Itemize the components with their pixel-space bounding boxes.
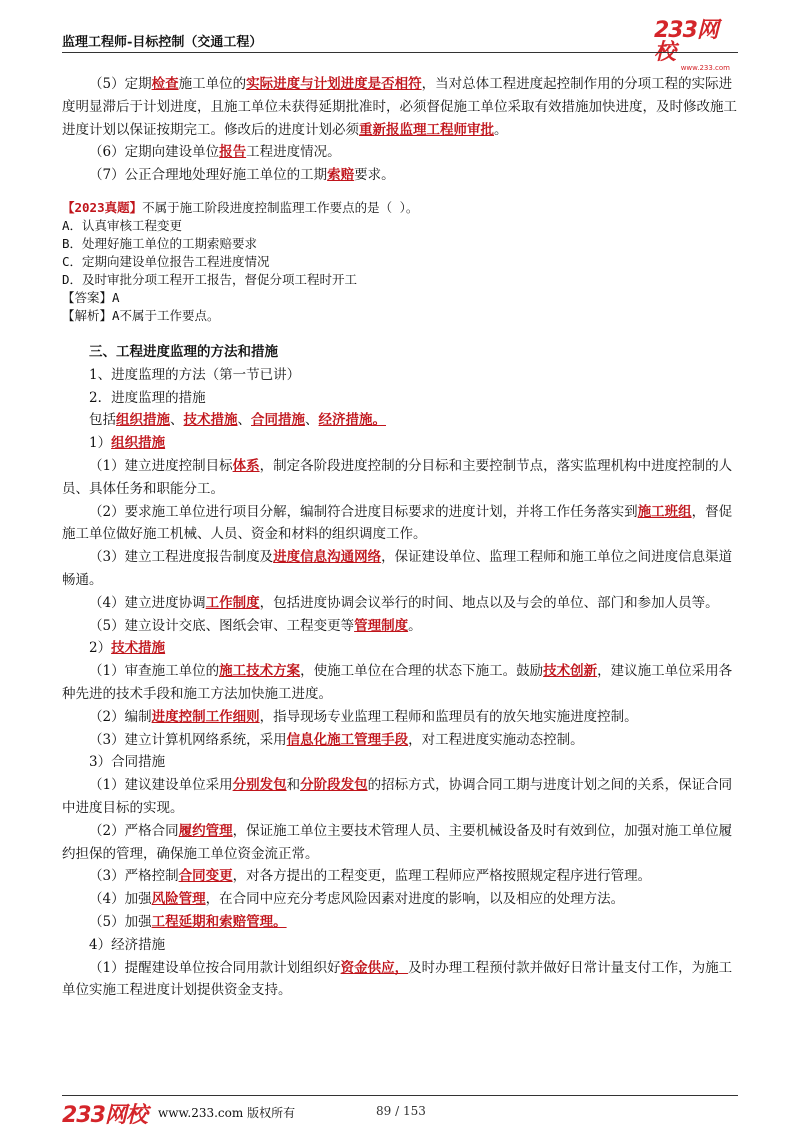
contract-measures-title: 3）合同措施 bbox=[89, 754, 166, 771]
exam-question bbox=[62, 199, 740, 325]
org-item-5: （5）建立设计交底、图纸会审、工程变更等管理制度。 bbox=[89, 617, 422, 634]
org-item-1: （1）建立进度控制目标体系，制定各阶段进度控制的分目标和主要控制节点，落实监理机构中进度控制的人员、具体任务和职能分工。 bbox=[62, 457, 733, 497]
tech-item-1: （1）审查施工单位的施工技术方案，使施工单位在合理的状态下施工。鼓励技术创新，建议施工单位采用各种先进的技术手段和施工方法加快施工进度。 bbox=[62, 663, 733, 702]
question-option: A．认真审核工程变更 bbox=[62, 217, 183, 233]
page-number: 89 / 153 bbox=[376, 1104, 426, 1118]
para-6: （6）定期向建设单位报告工程进度情况。 bbox=[89, 144, 341, 161]
contract-item-3: （3）严格控制合同变更，对各方提出的工程变更，监理工程师应严格按照规定程序进行管理。 bbox=[89, 868, 652, 885]
measures-summary: 包括组织措施、技术措施、合同措施、经济措施。 bbox=[89, 412, 386, 429]
question-stem: 【2023真题】不属于施工阶段进度控制监理工作要点的是（ ）。 bbox=[62, 199, 419, 215]
question-option: D．及时审批分项工程开工报告，督促分项工程时开工 bbox=[62, 271, 358, 287]
question-analysis: 【解析】A不属于工作要点。 bbox=[62, 307, 220, 323]
tech-item-3: （3）建立计算机网络系统，采用信息化施工管理手段，对工程进度实施动态控制。 bbox=[89, 731, 584, 748]
question-answer: 【答案】A bbox=[62, 289, 120, 305]
economic-measures-title: 4）经济措施 bbox=[89, 936, 166, 953]
question-option: C．定期向建设单位报告工程进度情况 bbox=[62, 253, 270, 269]
footer-divider bbox=[62, 1095, 738, 1096]
subsection-methods: 1、进度监理的方法（第一节已讲） bbox=[89, 366, 301, 383]
contract-item-2: （2）严格合同履约管理，保证施工单位主要技术管理人员、主要机械设备及时有效到位，加强对施工单位履约担保的管理，确保施工单位资金流正常。 bbox=[62, 822, 733, 862]
tech-measures-title: 2）技术措施 bbox=[89, 640, 166, 657]
question-tag: 【2023真题】 bbox=[62, 199, 143, 215]
brand-logo[interactable] bbox=[654, 18, 734, 72]
org-item-3: （3）建立工程进度报告制度及进度信息沟通网络，保证建设单位、监理工程师和施工单位之间进度信息渠道畅通。 bbox=[62, 549, 733, 588]
contract-item-5: （5）加强工程延期和索赔管理。 bbox=[89, 913, 287, 930]
question-option: B．处理好施工单位的工期索赔要求 bbox=[62, 235, 258, 251]
header-title: 监理工程师-目标控制（交通工程） bbox=[62, 35, 263, 50]
footer-copyright: www.233.com 版权所有 bbox=[158, 1106, 296, 1120]
subsection-measures: 2．进度监理的措施 bbox=[89, 389, 206, 406]
org-measures-title: 1）组织措施 bbox=[89, 435, 166, 452]
document-body bbox=[62, 73, 740, 1002]
para-7: （7）公正合理地处理好施工单位的工期索赔要求。 bbox=[89, 167, 395, 184]
para-5: （5）定期检查施工单位的实际进度与计划进度是否相符，当对总体工程进度起控制作用的分项工程的实际进度明显滞后于计划进度，且施工单位未获得延期批准时，必须督促施工单位采取有效措施加快进度，及时修改施工进度计划以保证按期完工。修改后的进度计划必须重新报监理工程师审批。 bbox=[62, 76, 737, 138]
tech-item-2: （2）编制进度控制工作细则，指导现场专业监理工程师和监理员有的放矢地实施进度控制。 bbox=[89, 708, 638, 725]
header-divider bbox=[62, 52, 738, 53]
org-item-4: （4）建立进度协调工作制度，包括进度协调会议举行的时间、地点以及与会的单位、部门和参加人员等。 bbox=[89, 594, 719, 611]
brand-logo-url: www.233.com bbox=[680, 64, 730, 72]
contract-item-4: （4）加强风险管理，在合同中应充分考虑风险因素对进度的影响，以及相应的处理方法。 bbox=[89, 891, 625, 908]
economic-item-1: （1）提醒建设单位按合同用款计划组织好资金供应，及时办理工程预付款并做好日常计量支付工作，为施工单位实施工程进度计划提供资金支持。 bbox=[62, 959, 733, 999]
section-title: 三、工程进度监理的方法和措施 bbox=[89, 343, 278, 360]
contract-item-1: （1）建议建设单位采用分别发包和分阶段发包的招标方式，协调合同工期与进度计划之间的关系，保证合同中进度目标的实现。 bbox=[62, 777, 733, 816]
footer-logo[interactable]: 233网校 bbox=[62, 1103, 147, 1128]
brand-logo-text: 233网校 bbox=[654, 18, 718, 65]
org-item-2: （2）要求施工单位进行项目分解，编制符合进度目标要求的进度计划，并将工作任务落实到施工班组，督促施工单位做好施工机械、人员、资金和材料的组织调度工作。 bbox=[62, 503, 733, 543]
